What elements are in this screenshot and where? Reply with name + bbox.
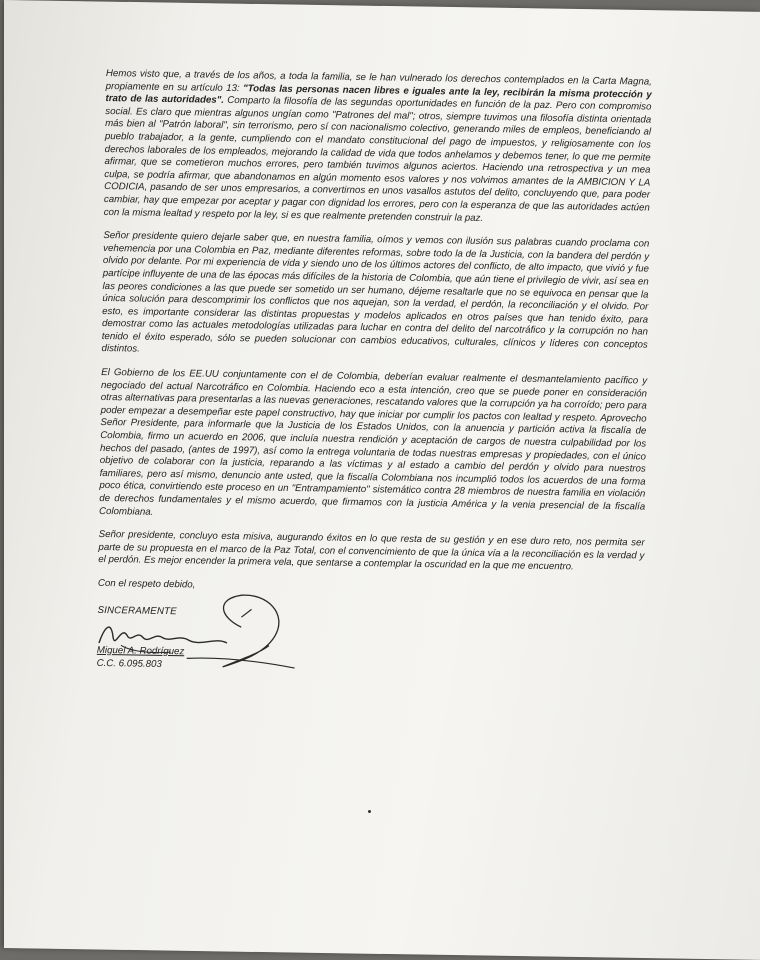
signature-block: [96, 604, 643, 693]
paragraph-1: [104, 68, 652, 228]
paragraph-3: El Gobierno de los EE.UU conjuntamente con el de Colombia, deberían evaluar realmente el desmantelamiento pacífico y negociado del actual Narcotráfico en Colombia. Haciendo eco a esta intención, creo que se puede poner en consideración otras alternativas para presentarlas a las nuevas generaciones, rescatando valores que la corrupción ya ha corroído; pero para poder empezar a desempeñar este papel constructivo, hay que iniciar por cumplir los pactos con lealtad y respeto. Aprovecho Señor Presidente, para informarle que la Justicia de los Estados Unidos, con la anuencia y partición activa la fiscalía de Colombia, firmo un acuerdo en 2006, que incluía nuestra rendición y aceptación de cargos de nuestra culpabilidad por los hechos del pasado, (antes de 1997), así como la entrega voluntaria de todas nuestras empresas y propiedades, con el único objetivo de colaborar con la justicia, reparando a las víctimas y al estado a cambio del perdón y olvido para nuestros familiares, pero así mismo, denuncio ante usted, que la fiscalía Colombiana nos incumplió todos los acuerdos de una forma poco ética, convirtiendo este proceso en un "Entrampamiento" sistemático contra 28 miembros de nuestra familia en violación de derechos fundamentales y el mismo acuerdo, que firmamos con la justicia América y la venia presencial de la fiscalía Colombiana.: [98, 367, 648, 518]
paragraph-4: Señor presidente, concluyo esta misiva, augurando éxitos en lo que resta de su gestión y en ese duro reto, nos permita ser parte de su propuesta en el marco de la Paz Total, con el convencimiento de que la única vía a la reconciliación es la verdad y el perdón. Es mejor encender la primera vela, que sentarse a contemplar la oscuridad en la que me encuentro.: [98, 529, 645, 573]
signer-name: Miguel A. Rodríguez: [96, 644, 185, 657]
constitution-quote: "Todas las personas nacen libres e iguales ante la ley, recibirán la misma protección y trato de las autoridades".: [105, 82, 652, 107]
paragraph-1-body: Comparto la filosofía de las segundas oportunidades en función de la paz. Pero con compromiso social. Es claro que mientras algunos ungían como "Patrones del mal"; otros, siempre tuvimos una filosofía distinta orientada más bien al "Patrón laboral", sin terrorismo, pero sí con nacionalismo colectivo, generando miles de empleos, beneficiando al pueblo trabajador, a la gente, cumpliendo con el mandato constitucional del pago de impuestos, y religiosamente con los derechos laborales de los empleados, mejorando la calidad de vida que todos anhelamos y debemos tener, lo que me permite afirmar, que se cometieron muchos errores, pero también tuvimos algunos aciertos. Haciendo una retrospectiva y un mea culpa, se podría afirmar, que abandonamos en algún momento esos valores y nos volvimos amantes de la AMBICION Y LA CODICIA, pasando de ser unos empresarios, a convertirnos en unos vasallos astutos del delito, concluyendo que, para poder cambiar, hay que empezar por aceptar y pagar con dignidad los errores, pero con la esperanza de que las autoridades actúen con la misma lealtad y respeto por la ley, si es que realmente pretenden construir la paz.: [103, 95, 652, 224]
closing-line: Con el respeto debido,: [97, 577, 196, 591]
paragraph-1-intro: Hemos visto que, a través de los años, a toda la familia, se le han vulnerado los derechos contemplados en la Carta Magna, propiamente en su artículo 13:: [105, 68, 652, 94]
sincerely-label: SINCERAMENTE: [97, 604, 177, 617]
letter-body: [96, 68, 652, 693]
paragraph-2: Señor presidente quiero dejarle saber que, en nuestra familia, oímos y vemos con ilusión sus palabras cuando proclama con vehemencia por una Colombia en Paz, mediante diferentes reformas, sobre todo la de la Justicia, con la bandera del perdón y olvido por delante. Por mi experiencia de vida y siendo uno de los últimos actores del conflicto, de alto impacto, que vivió y fue partícipe influyente de una de las épocas más difíciles de la historia de Colombia, que aún tiene el privilegio de vivir, así sea en las peores condiciones a las que puede ser sometido un ser humano, déjeme resaltarle que no se equivoca en pensar que la única solución para descomprimir los conflictos que nos aquejan, son la verdad, el perdón, la reconciliación y el olvido. Por esto, es importante considerar las distintas propuestas y modelos aplicados en otros países que han tenido éxito, para demostrar como las actuales metodologías utilizadas para luchar en contra del delito del narcotráfico y la corrupción no han tenido el éxito esperado, sólo se pueden solucionar con cambios educativos, culturales, clínicos y líderes con conceptos distintos.: [101, 230, 650, 356]
paper-speck: [368, 810, 371, 813]
signer-id-number: C.C. 6.095.803: [96, 657, 162, 670]
